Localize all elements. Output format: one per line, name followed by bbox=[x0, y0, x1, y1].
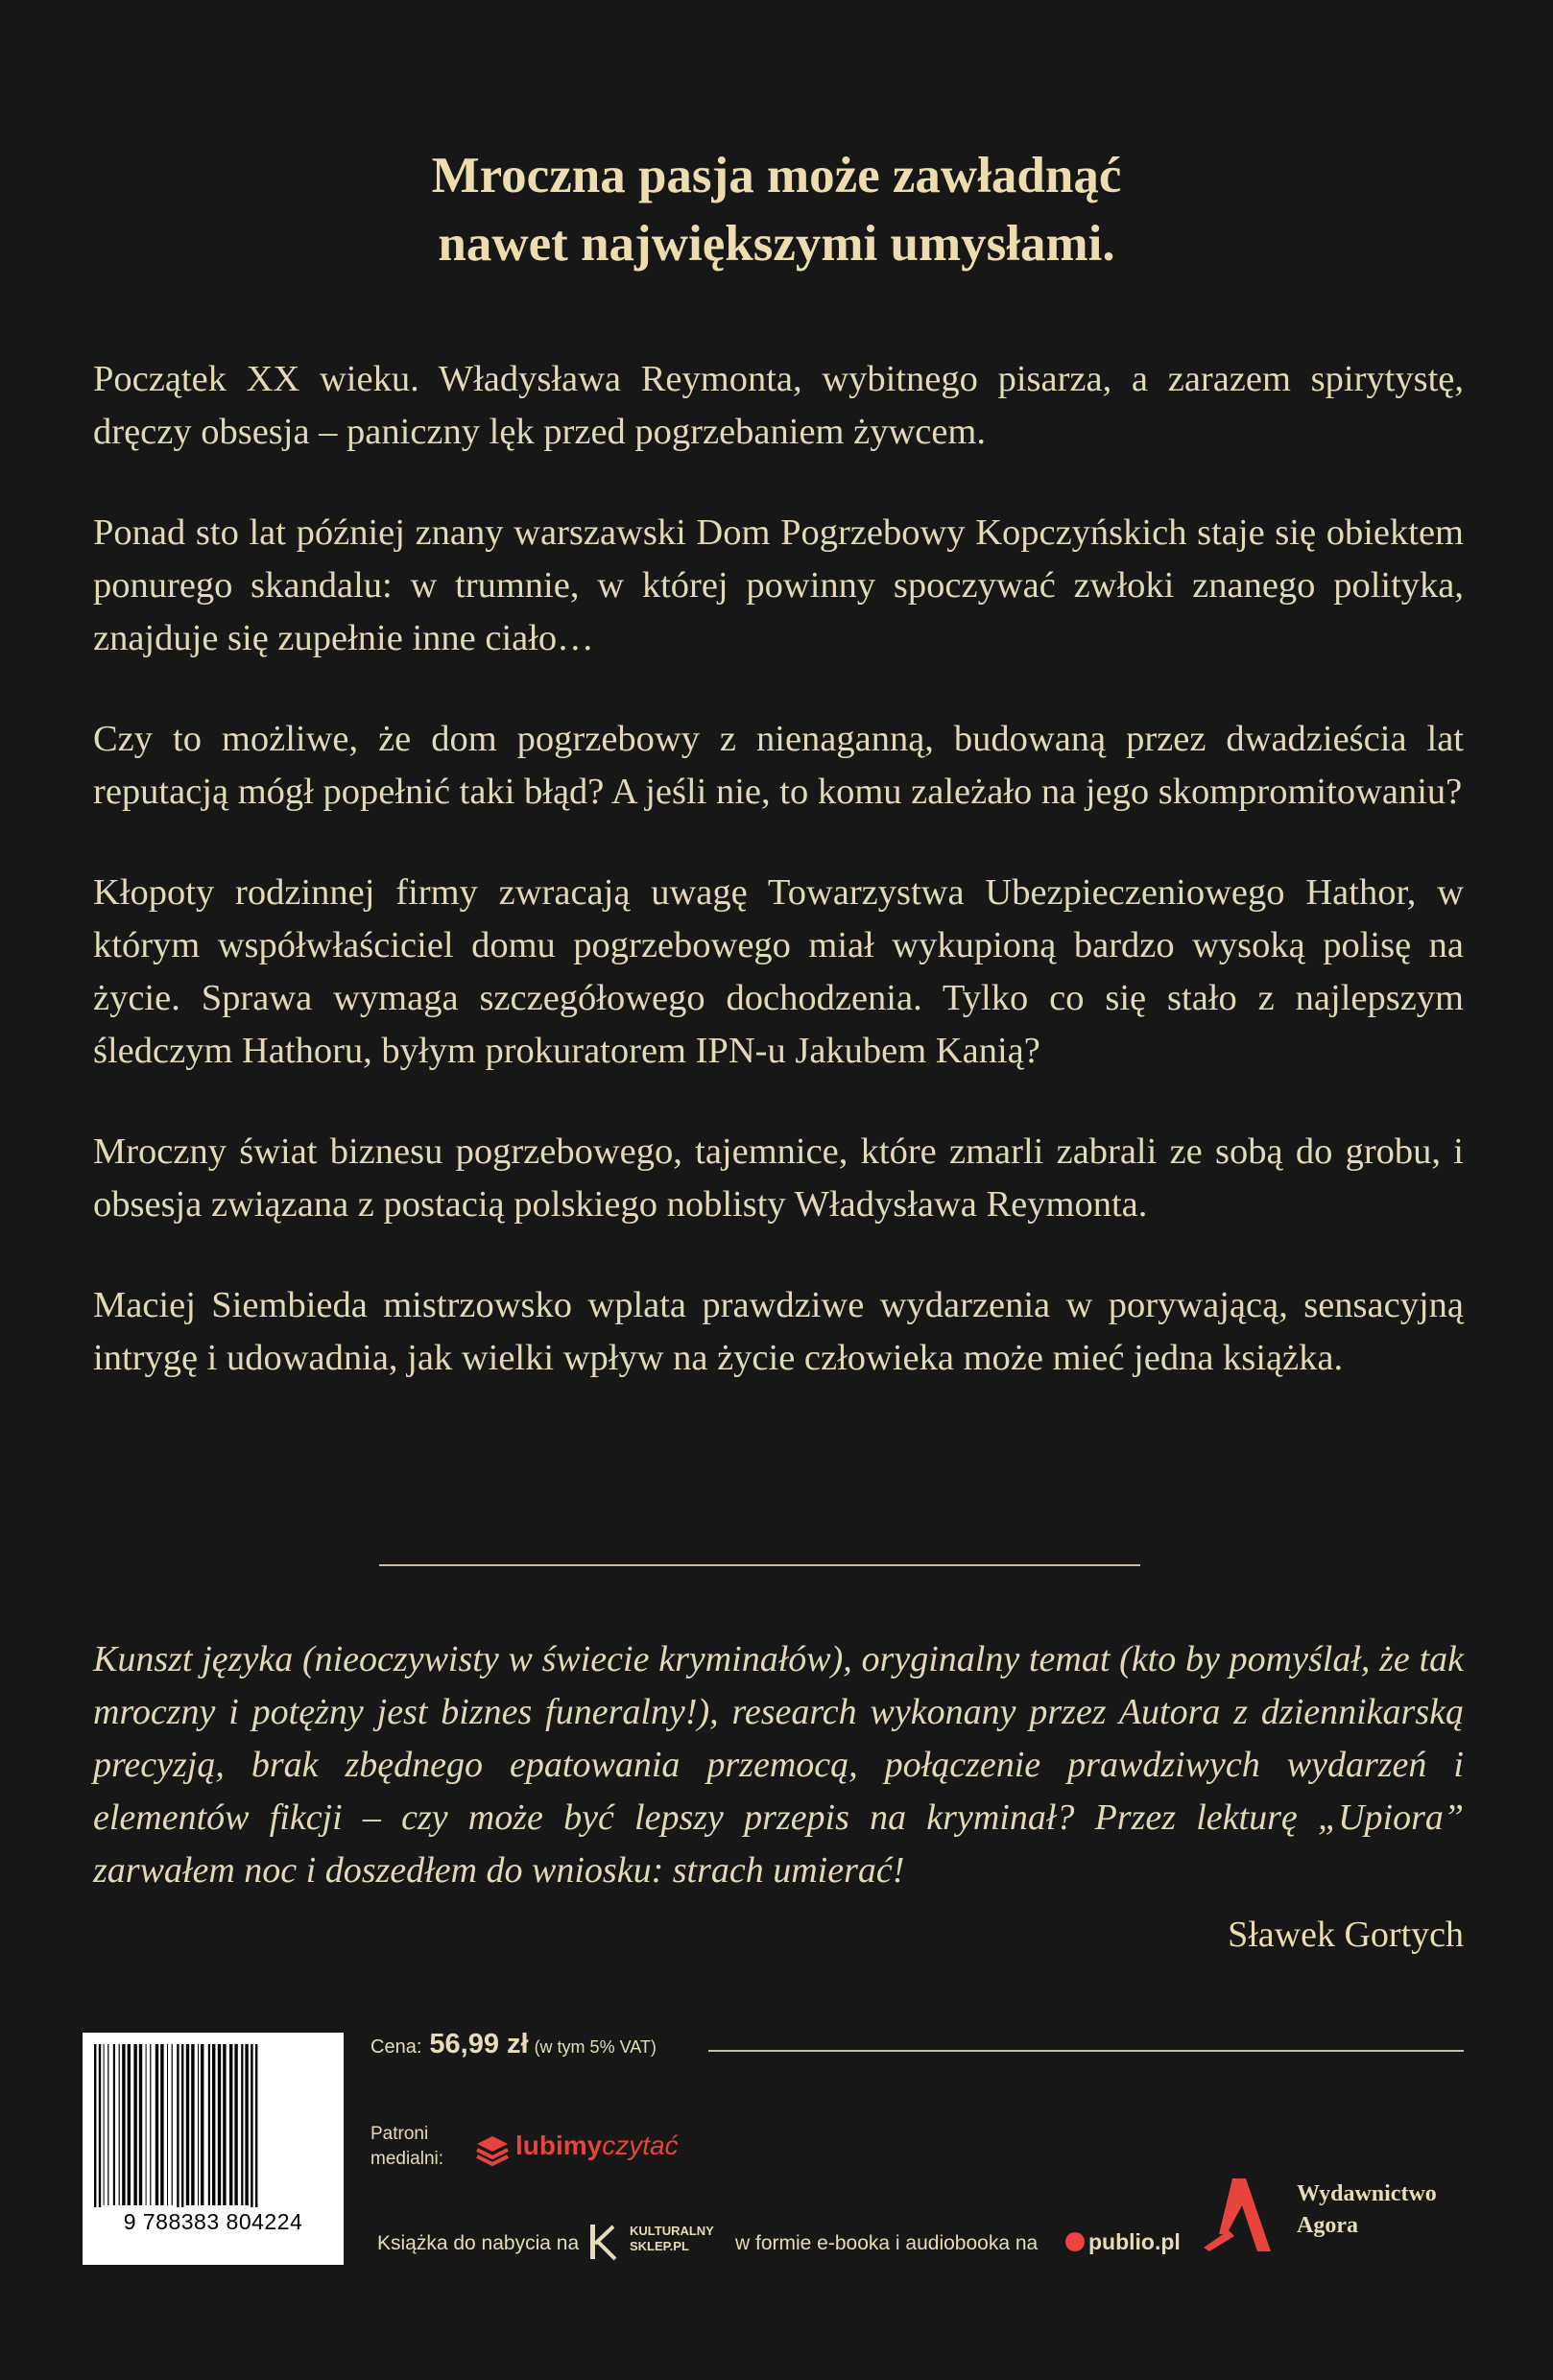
price-line bbox=[370, 2029, 657, 2060]
blurb-paragraph-1: Początek XX wieku. Władysława Reymonta, wybitnego pisarza, a zarazem spirytystę, dręczy obsesja – paniczny lęk przed pogrzebaniem żywcem. bbox=[93, 359, 1464, 452]
lubimyczytac-italic: czytać bbox=[602, 2130, 679, 2160]
availability-middle: w formie e-booka i audiobooka na bbox=[735, 2232, 1039, 2254]
barcode-bar bbox=[139, 2044, 142, 2205]
barcode-bar bbox=[177, 2044, 179, 2207]
barcode-bar bbox=[201, 2044, 203, 2205]
barcode-bar bbox=[186, 2044, 189, 2205]
barcode-bar bbox=[122, 2044, 125, 2205]
store-line-1: KULTURALNY bbox=[630, 2224, 714, 2238]
price-rule bbox=[708, 2050, 1464, 2052]
lubimyczytac-logo bbox=[515, 2130, 679, 2161]
blurb-paragraph-6: Maciej Siembieda mistrzowsko wplata prawdziwe wydarzenia w porywającą, sensacyjną intrygę i udowadnia, jak wielki wpływ na życie człowieka może mieć jedna książka. bbox=[93, 1285, 1464, 1378]
blurb-paragraph-2: Ponad sto lat później znany warszawski Dom Pogrzebowy Kopczyńskich staje się obiektem ponurego skandalu: w trumnie, w której powinny spoczywać zwłoki znanego polityka, znajduje się zupełnie inne ciało… bbox=[93, 512, 1464, 658]
headline bbox=[0, 142, 1553, 278]
kulturalny-sklep-logo bbox=[630, 2224, 714, 2254]
barcode-bar bbox=[146, 2044, 147, 2205]
barcode-bar bbox=[150, 2044, 151, 2205]
price-vat: (w tym 5% VAT) bbox=[534, 2037, 657, 2057]
headline-line-1: Mroczna pasja może zawładnąć bbox=[431, 148, 1122, 203]
publio-logo: publio.pl bbox=[1088, 2229, 1181, 2254]
barcode-bars bbox=[92, 2044, 334, 2207]
barcode-bar bbox=[229, 2044, 232, 2205]
section-divider bbox=[379, 1564, 1140, 1566]
patrons-label-line-2: medialni: bbox=[370, 2149, 444, 2169]
isbn-barcode bbox=[83, 2033, 344, 2265]
barcode-bar bbox=[251, 2044, 252, 2207]
barcode-bar bbox=[198, 2044, 199, 2205]
barcode-bar bbox=[234, 2044, 237, 2205]
store-line-2: SKLEP.PL bbox=[630, 2239, 689, 2253]
barcode-bar bbox=[245, 2044, 248, 2205]
lubimyczytac-logo-icon bbox=[473, 2130, 512, 2169]
barcode-bar bbox=[128, 2044, 131, 2205]
barcode-bar bbox=[94, 2044, 96, 2207]
review-quote: Kunszt języka (nieoczywisty w świecie kryminałów), oryginalny temat (kto by pomyślał, że tak mroczny i potężny jest biznes funeralny!), research wykonany przez Autora z dziennikarską precyzją, brak zbędnego epatowania przemocą, połączenie prawdziwych wydarzeń i elementów fikcji – czy może być lepszy przepis na kryminał? Przez lekturę „Upiora” zarwałem noc i doszedłem do wniosku: strach umierać! bbox=[93, 1639, 1464, 1891]
kulturalny-sklep-icon bbox=[586, 2223, 621, 2261]
availability-prefix: Książka do nabycia na bbox=[377, 2232, 580, 2254]
agora-logo-icon bbox=[1200, 2177, 1286, 2253]
media-patrons-label bbox=[370, 2122, 457, 2172]
barcode-bar bbox=[223, 2044, 226, 2205]
headline-line-2: nawet największymi umysłami. bbox=[438, 216, 1115, 272]
blurb bbox=[93, 353, 1464, 1385]
blurb-paragraph-4: Kłopoty rodzinnej firmy zwracają uwagę Towarzystwa Ubezpieczeniowego Hathor, w którym współwłaściciel domu pogrzebowego miał wykupioną bardzo wysoką polisę na życie. Sprawa wymaga szczegółowego dochodzenia. Tylko co się stało z najlepszym śledczym Hathoru, byłym prokuratorem IPN-u Jakubem Kanią? bbox=[93, 872, 1464, 1071]
barcode-bar bbox=[119, 2044, 120, 2205]
price-label: Cena: bbox=[370, 2036, 422, 2058]
publisher-line-2: Agora bbox=[1297, 2213, 1358, 2238]
barcode-bar bbox=[208, 2044, 210, 2205]
barcode-bar bbox=[133, 2044, 136, 2205]
lubimyczytac-bold: lubimy bbox=[515, 2130, 603, 2160]
barcode-bar bbox=[191, 2044, 194, 2205]
barcode-bar bbox=[167, 2044, 168, 2205]
barcode-bar bbox=[99, 2044, 101, 2207]
barcode-bar bbox=[113, 2044, 115, 2205]
barcode-bar bbox=[160, 2044, 163, 2205]
price-amount: 56,99 zł bbox=[429, 2029, 529, 2059]
publisher-name bbox=[1297, 2178, 1437, 2242]
publio-icon bbox=[1065, 2232, 1085, 2251]
publisher-line-1: Wydawnictwo bbox=[1297, 2181, 1437, 2206]
patrons-label-line-1: Patroni bbox=[370, 2124, 429, 2144]
review-author: Sławek Gortych bbox=[1228, 1915, 1464, 1955]
barcode-bar bbox=[212, 2044, 215, 2205]
barcode-bar bbox=[172, 2044, 173, 2205]
barcode-bar bbox=[241, 2044, 243, 2205]
barcode-bar bbox=[181, 2044, 183, 2207]
barcode-bar bbox=[104, 2044, 105, 2205]
barcode-bar bbox=[255, 2044, 257, 2207]
barcode-bar bbox=[155, 2044, 158, 2205]
blurb-paragraph-5: Mroczny świat biznesu pogrzebowego, tajemnice, które zmarli zabrali ze sobą do grobu, i obsesja związana z postacią polskiego noblisty Władysława Reymonta. bbox=[93, 1131, 1464, 1225]
blurb-paragraph-3: Czy to możliwe, że dom pogrzebowy z nienaganną, budowaną przez dwadzieścia lat reputacją mógł popełnić taki błąd? A jeśli nie, to komu zależało na jego skompromitowaniu? bbox=[93, 719, 1464, 812]
barcode-digits: 9 788383 804224 bbox=[123, 2209, 303, 2234]
barcode-bar bbox=[218, 2044, 221, 2205]
